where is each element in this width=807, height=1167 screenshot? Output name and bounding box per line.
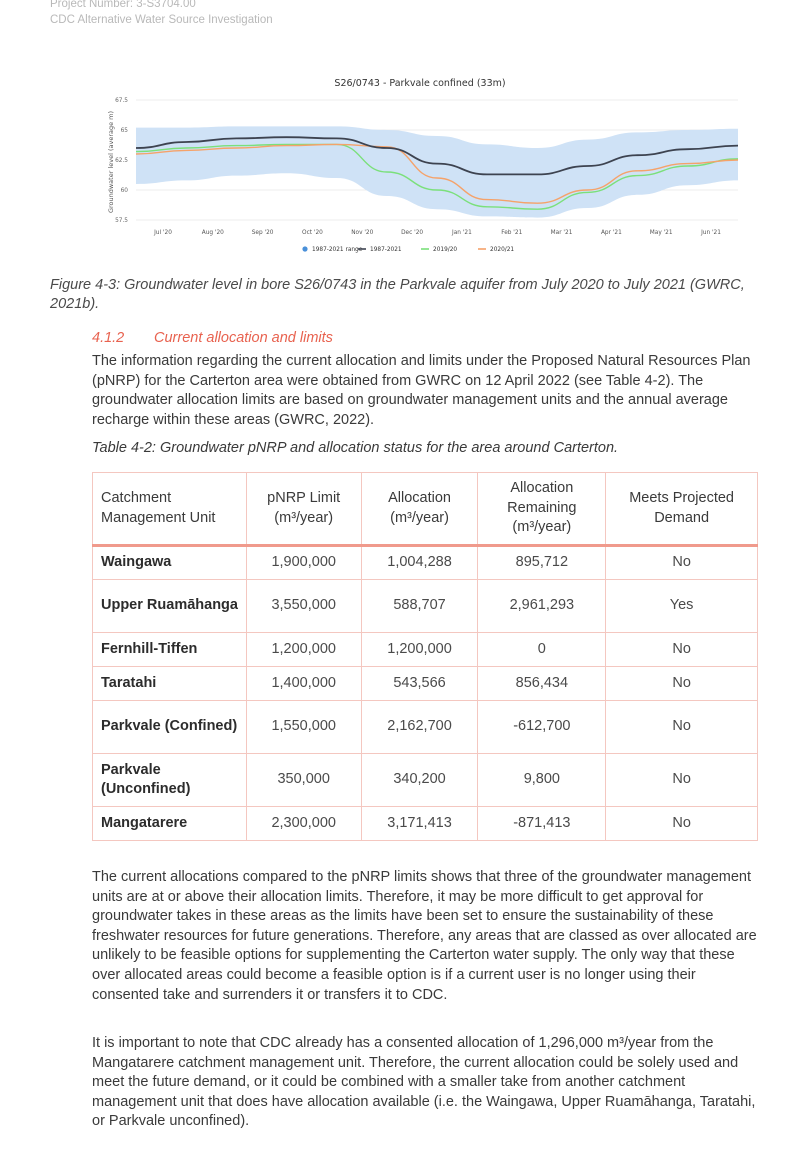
table-header-row: [93, 473, 758, 546]
section-number: 4.1.2: [92, 330, 125, 346]
project-name: CDC Alternative Water Source Investigation: [50, 14, 273, 26]
cell-meets: No: [606, 701, 758, 754]
cell-meets: Yes: [606, 580, 758, 633]
y-tick-label: 60: [120, 188, 128, 194]
cell-unit: Waingawa: [93, 546, 247, 580]
project-number: Project Number: 3-S3704.00: [50, 0, 196, 10]
x-tick-label: Nov '20: [351, 230, 374, 236]
cell-limit: 1,550,000: [246, 701, 361, 754]
cell-allocation: 1,200,000: [361, 633, 478, 667]
allocation-table: [92, 472, 758, 841]
cell-allocation: 1,004,288: [361, 546, 478, 580]
legend-marker: [302, 246, 307, 251]
cell-unit: Mangatarere: [93, 807, 247, 841]
header-limit-unit: (m³/year): [274, 509, 334, 526]
header-remaining-label: Allocation Remaining: [507, 480, 577, 516]
cell-remaining: 9,800: [478, 754, 606, 807]
cell-unit: Parkvale (Unconfined): [93, 754, 247, 807]
body-paragraph-3: It is important to note that CDC already has a consented allocation of 1,296,000 m³/year from the Mangatarere catchment management unit. Therefore, the current allocation could be solely used and meet the future demand, or it could be combined with a smaller take from another catchment management unit that does have allocation available (i.e. the Waingawa, Upper Ruamāhanga, Taratahi, or Parkvale unconfined).: [92, 1035, 756, 1130]
cell-limit: 1,400,000: [246, 667, 361, 701]
cell-allocation: 588,707: [361, 580, 478, 633]
cell-remaining: 2,961,293: [478, 580, 606, 633]
figure-caption: Figure 4-3: Groundwater level in bore S26/0743 in the Parkvale aquifer from July 2020 to July 2021 (GWRC, 2021b).: [50, 277, 745, 312]
cell-allocation: 3,171,413: [361, 807, 478, 841]
header-allocation-label: Allocation: [388, 490, 451, 506]
y-tick-label: 65: [120, 128, 128, 134]
cell-meets: No: [606, 667, 758, 701]
cell-meets: No: [606, 546, 758, 580]
legend-label: 2019/20: [433, 247, 458, 253]
groundwater-level-chart: [100, 70, 750, 265]
legend-label: 1987-2021: [370, 247, 402, 253]
x-tick-label: Oct '20: [302, 230, 323, 236]
table-caption: Table 4-2: Groundwater pNRP and allocation status for the area around Carterton.: [92, 440, 619, 456]
cell-remaining: -612,700: [478, 701, 606, 754]
chart-y-axis-label: Groundwater level (average m): [107, 110, 115, 214]
header-limit: [246, 473, 361, 546]
x-tick-label: Jan '21: [452, 230, 472, 236]
cell-limit: 2,300,000: [246, 807, 361, 841]
cell-limit: 3,550,000: [246, 580, 361, 633]
header-meets: Meets Projected Demand: [606, 473, 758, 546]
cell-unit: Parkvale (Confined): [93, 701, 247, 754]
header-unit: Catchment Management Unit: [93, 473, 247, 546]
cell-limit: 350,000: [246, 754, 361, 807]
cell-unit: Taratahi: [93, 667, 247, 701]
table-row: [93, 580, 758, 633]
section-heading: [92, 330, 333, 346]
page-header: [50, 0, 273, 28]
cell-remaining: -871,413: [478, 807, 606, 841]
cell-unit: Fernhill-Tiffen: [93, 633, 247, 667]
section-title: Current allocation and limits: [154, 330, 333, 346]
x-tick-label: Apr '21: [600, 230, 622, 236]
cell-unit: Upper Ruamāhanga: [93, 580, 247, 633]
cell-remaining: 0: [478, 633, 606, 667]
header-remaining: [478, 473, 606, 546]
table-row: [93, 546, 758, 580]
table-row: [93, 701, 758, 754]
chart-title: S26/0743 - Parkvale confined (33m): [334, 78, 506, 89]
table-row: [93, 807, 758, 841]
header-allocation: [361, 473, 478, 546]
cell-limit: 1,200,000: [246, 633, 361, 667]
intro-paragraph: The information regarding the current allocation and limits under the Proposed Natural Resources Plan (pNRP) for the Carterton area were obtained from GWRC on 12 April 2022 (see Table 4-2). The groundwater allocation limits are based on groundwater management units and the annual average recharge within these areas (GWRC, 2022).: [92, 353, 751, 428]
legend-label: 2020/21: [490, 247, 515, 253]
table-row: [93, 667, 758, 701]
y-tick-label: 57.5: [115, 218, 128, 224]
x-tick-label: Jul '20: [154, 230, 172, 236]
cell-allocation: 340,200: [361, 754, 478, 807]
x-tick-label: May '21: [649, 230, 673, 236]
x-tick-label: Aug '20: [201, 230, 224, 236]
y-tick-label: 62.5: [115, 158, 128, 164]
cell-allocation: 543,566: [361, 667, 478, 701]
range-band: [136, 126, 738, 217]
header-limit-label: pNRP Limit: [267, 490, 341, 506]
legend-label: 1987-2021 range: [312, 247, 363, 253]
header-remaining-unit: (m³/year): [512, 519, 572, 536]
cell-meets: No: [606, 754, 758, 807]
cell-allocation: 2,162,700: [361, 701, 478, 754]
cell-remaining: 856,434: [478, 667, 606, 701]
x-tick-label: Sep '20: [251, 230, 274, 236]
x-tick-label: Dec '20: [401, 230, 424, 236]
x-tick-label: Mar '21: [550, 230, 573, 236]
cell-remaining: 895,712: [478, 546, 606, 580]
body-paragraph-2: The current allocations compared to the pNRP limits shows that three of the groundwater management units are at or above their allocation limits. Therefore, it may be more difficult to get approval for groundwater takes in these areas as the limits have been set to ensure the sustainability of these freshwater resources for future generations. Therefore, any areas that are classed as over allocated are unlikely to be feasible options for supplementing the Carterton water supply. The only way that these over allocated areas could become a feasible option is if a current user is no longer using their consented take and surrenders it or transfers it to CDC.: [92, 869, 757, 1003]
cell-meets: No: [606, 807, 758, 841]
cell-meets: No: [606, 633, 758, 667]
x-tick-label: Feb '21: [501, 230, 523, 236]
y-tick-label: 67.5: [115, 98, 128, 104]
table-row: [93, 633, 758, 667]
x-tick-label: Jun '21: [701, 230, 721, 236]
cell-limit: 1,900,000: [246, 546, 361, 580]
table-row: [93, 754, 758, 807]
header-allocation-unit: (m³/year): [390, 509, 449, 526]
